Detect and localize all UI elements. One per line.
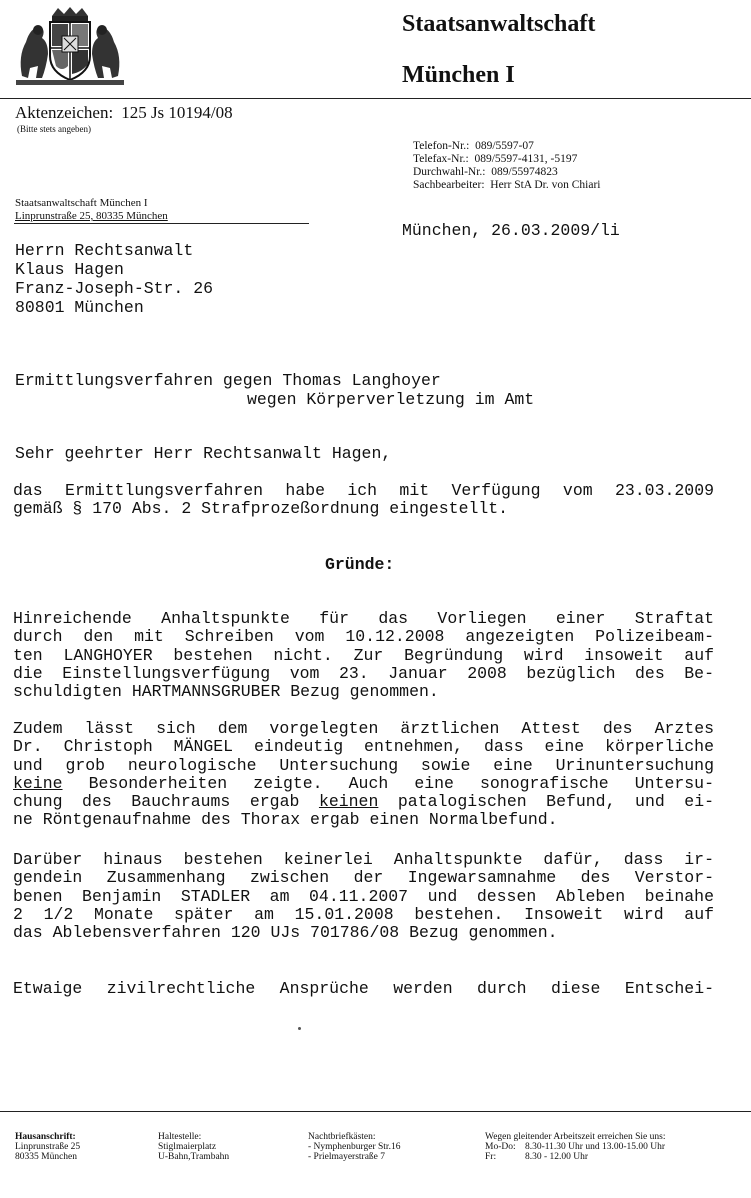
coat-of-arms-icon	[12, 6, 128, 86]
salutation: Sehr geehrter Herr Rechtsanwalt Hagen,	[15, 444, 392, 463]
footer-office-hours	[485, 1132, 665, 1162]
footer-line: 80335 München	[15, 1152, 78, 1162]
recipient-line: Franz-Joseph-Str. 26	[15, 279, 214, 298]
section-heading: Gründe:	[325, 555, 395, 574]
footer-title: Haltestelle:	[158, 1132, 202, 1142]
text-line: und grob neurologische Untersuchung sowie eine Urinuntersuchung	[13, 755, 714, 775]
sender-name: Staatsanwaltschaft München I	[15, 197, 148, 209]
footer-line: U-Bahn,Trambahn	[158, 1152, 230, 1162]
text-line: Hinreichende Anhaltspunkte für das Vorliegen einer Straftat	[13, 609, 714, 628]
text-line: ten LANGHOYER bestehen nicht. Zur Begründung wird insoweit auf	[13, 645, 714, 665]
footer-hours-row	[485, 1142, 665, 1152]
footer-time: 8.30-11.30 Uhr und 13.00-15.00 Uhr	[525, 1142, 666, 1152]
footer-title: Nachtbriefkästen:	[308, 1132, 376, 1142]
footer-line: Stiglmaierplatz	[158, 1142, 217, 1152]
underlined-word: keinen	[318, 792, 379, 812]
contact-value: Herr StA Dr. von Chiari	[490, 179, 601, 191]
subject-line-1: Ermittlungsverfahren gegen Thomas Langhoyer	[15, 371, 441, 390]
text-line: gendein Zusammenhang zwischen der Ingewarsamnahme des Verstor-	[13, 868, 714, 888]
contact-clerk	[413, 179, 600, 192]
contact-value: 089/5597-07	[475, 140, 534, 152]
contact-fax	[413, 153, 600, 166]
text-line: ne Röntgenaufnahme des Thorax ergab einen Normalbefund.	[13, 810, 558, 830]
reasons-paragraph-1	[13, 610, 714, 701]
recipient-line: 80801 München	[15, 298, 144, 317]
text-line: schuldigten HARTMANNSGRUBER Bezug genommen.	[13, 682, 439, 702]
sender-divider	[14, 223, 309, 224]
contact-label: Telefon-Nr.:	[413, 140, 470, 152]
coat-of-arms-emblem	[12, 6, 128, 86]
footer-day: Fr:	[485, 1152, 497, 1162]
text-line: Dr. Christoph MÄNGEL eindeutig entnehmen, dass eine körperliche	[13, 737, 714, 757]
contact-extension	[413, 166, 600, 179]
recipient-line: Herrn Rechtsanwalt	[15, 241, 194, 260]
contact-block	[413, 140, 600, 192]
contact-value: 089/55974823	[491, 166, 558, 178]
text-line: durch den mit Schreiben vom 10.12.2008 angezeigten Polizeibeam-	[13, 627, 714, 647]
text-line: 2 1/2 Monate später am 15.01.2008 bestehen. Insoweit wird auf	[13, 904, 714, 924]
file-reference-number: 125 Js 10194/08	[121, 103, 233, 122]
subject-line-2: wegen Körperverletzung im Amt	[247, 390, 535, 409]
footer-transit-stop	[158, 1132, 229, 1162]
footer-day: Mo-Do:	[485, 1142, 516, 1152]
footer-title: Wegen gleitender Arbeitszeit erreichen Sie uns:	[485, 1132, 666, 1142]
text-line: die Einstellungsverfügung vom 23. Januar 2008 bezüglich des Be-	[13, 663, 714, 683]
contact-value: 089/5597-4131, -5197	[474, 153, 578, 165]
text-line: Zudem lässt sich dem vorgelegten ärztlichen Attest des Arztes	[13, 719, 714, 738]
recipient-address	[15, 241, 213, 317]
scan-speck	[298, 1027, 301, 1030]
footer-divider	[0, 1111, 751, 1112]
text-fragment: chung des Bauchraums ergab	[13, 792, 319, 812]
intro-paragraph	[13, 482, 714, 519]
footer-line: Linprunstraße 25	[15, 1142, 81, 1152]
footer-time: 8.30 - 12.00 Uhr	[525, 1152, 589, 1162]
footer-title: Hausanschrift:	[15, 1132, 76, 1142]
reasons-paragraph-2	[13, 720, 714, 830]
civil-claims-paragraph	[13, 980, 714, 998]
text-line: Darüber hinaus bestehen keinerlei Anhaltspunkte dafür, dass ir-	[13, 850, 714, 869]
file-reference-note: (Bitte stets angeben)	[17, 124, 91, 134]
footer-address	[15, 1132, 80, 1162]
file-reference-label: Aktenzeichen:	[15, 103, 114, 122]
text-line: Etwaige zivilrechtliche Ansprüche werden durch diese Entschei-	[13, 979, 714, 998]
file-reference	[15, 103, 233, 123]
text-line	[13, 793, 714, 811]
footer-line: - Nymphenburger Str.16	[308, 1142, 401, 1152]
footer-night-mailboxes	[308, 1132, 400, 1162]
contact-label: Sachbearbeiter:	[413, 179, 485, 191]
text-line: gemäß § 170 Abs. 2 Strafprozeßordnung eingestellt.	[13, 499, 509, 519]
text-fragment: Besonderheiten zeigte. Auch eine sonografische Untersu-	[62, 773, 714, 793]
underlined-word: keine	[13, 773, 63, 793]
letter-date: München, 26.03.2009/li	[402, 221, 620, 240]
text-fragment: patalogischen Befund, und ei-	[378, 792, 714, 812]
footer-hours-row	[485, 1152, 665, 1162]
reasons-paragraph-3	[13, 851, 714, 942]
sender-address: Linprunstraße 25, 80335 München	[15, 210, 168, 222]
text-line: das Ermittlungsverfahren habe ich mit Verfügung vom 23.03.2009	[13, 481, 714, 500]
text-line: benen Benjamin STADLER am 04.11.2007 und dessen Ableben beinahe	[13, 886, 714, 906]
authority-city: München I	[402, 62, 515, 88]
contact-phone	[413, 140, 600, 153]
text-line	[13, 775, 714, 793]
text-line: das Ablebensverfahren 120 UJs 701786/08 Bezug genommen.	[13, 923, 558, 943]
authority-name: Staatsanwaltschaft	[402, 11, 596, 37]
contact-label: Durchwahl-Nr.:	[413, 166, 486, 178]
contact-label: Telefax-Nr.:	[413, 153, 469, 165]
recipient-line: Klaus Hagen	[15, 260, 124, 279]
footer-line: - Prielmayerstraße 7	[308, 1152, 386, 1162]
header-divider	[0, 98, 751, 99]
